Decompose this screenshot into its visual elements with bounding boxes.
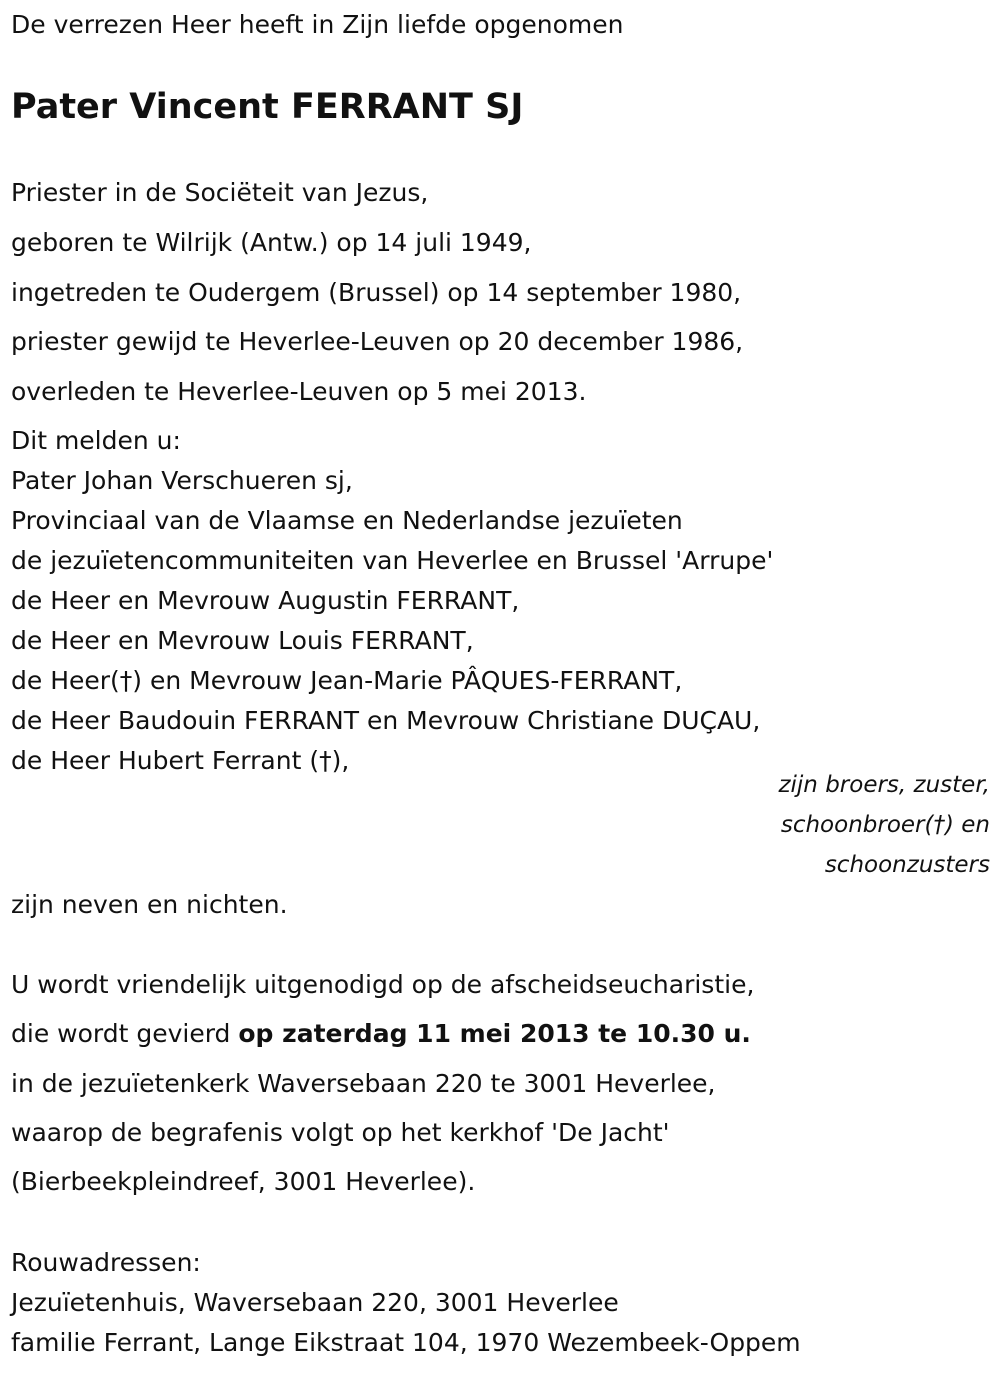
ceremony-line: U wordt vriendelijk uitgenodigd op de afscheidseucharistie, [11, 970, 755, 999]
relation-line: zijn broers, zuster, [778, 772, 990, 798]
relatives-line: zijn neven en nichten. [11, 890, 288, 919]
ceremony-line [11, 1019, 751, 1049]
ceremony-line: in de jezuïetenkerk Waversebaan 220 te 3001 Heverlee, [11, 1069, 716, 1098]
relation-line: schoonbroer(†) en [780, 812, 990, 838]
ceremony-line: (Bierbeekpleindreef, 3001 Heverlee). [11, 1167, 476, 1196]
ceremony-text: die wordt gevierd [11, 1019, 239, 1048]
relation-line: schoonzusters [824, 852, 990, 878]
announcer-line: Pater Johan Verschueren sj, [11, 466, 353, 495]
announcer-line: Dit melden u: [11, 426, 181, 455]
bio-line: Priester in de Sociëteit van Jezus, [11, 178, 429, 207]
announcer-line: de jezuïetencommuniteiten van Heverlee en Brussel 'Arrupe' [11, 546, 774, 575]
bio-line: priester gewijd te Heverlee-Leuven op 20 december 1986, [11, 327, 744, 356]
deceased-name: Pater Vincent FERRANT SJ [11, 87, 524, 127]
bio-line: ingetreden te Oudergem (Brussel) op 14 september 1980, [11, 278, 742, 307]
announcer-line: de Heer Baudouin FERRANT en Mevrouw Christiane DUÇAU, [11, 706, 761, 735]
intro-text: De verrezen Heer heeft in Zijn liefde opgenomen [11, 10, 624, 39]
address-heading: Rouwadressen: [11, 1248, 201, 1277]
address-line: familie Ferrant, Lange Eikstraat 104, 1970 Wezembeek-Oppem [11, 1328, 801, 1357]
announcer-line: de Heer Hubert Ferrant (†), [11, 746, 350, 775]
ceremony-date-time: op zaterdag 11 mei 2013 te 10.30 u. [238, 1019, 751, 1048]
address-line: Jezuïetenhuis, Waversebaan 220, 3001 Heverlee [11, 1288, 619, 1317]
ceremony-line: waarop de begrafenis volgt op het kerkhof 'De Jacht' [11, 1118, 670, 1147]
bio-line: geboren te Wilrijk (Antw.) op 14 juli 1949, [11, 228, 532, 257]
announcer-line: Provinciaal van de Vlaamse en Nederlandse jezuïeten [11, 506, 683, 535]
announcer-line: de Heer en Mevrouw Louis FERRANT, [11, 626, 474, 655]
announcer-line: de Heer en Mevrouw Augustin FERRANT, [11, 586, 520, 615]
bio-line: overleden te Heverlee-Leuven op 5 mei 2013. [11, 377, 587, 406]
announcer-line: de Heer(†) en Mevrouw Jean-Marie PÂQUES-FERRANT, [11, 666, 683, 695]
